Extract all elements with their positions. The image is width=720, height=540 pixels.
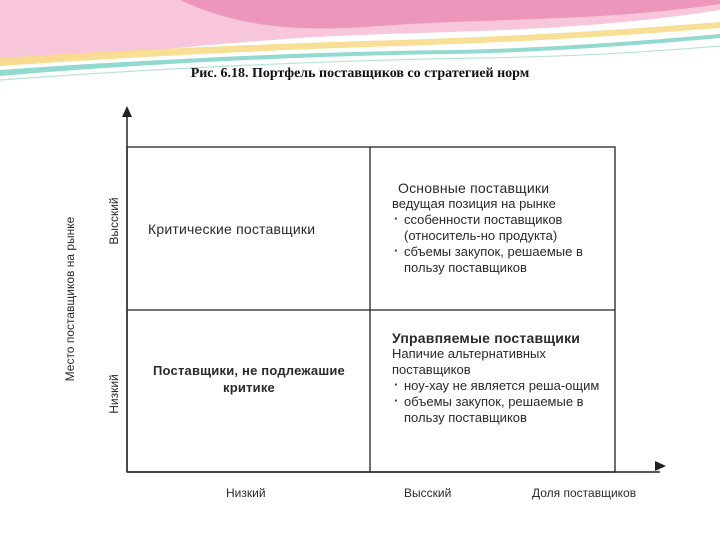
quadrant-main-bullets <box>392 212 614 276</box>
y-axis-high-label: Высский <box>107 197 121 245</box>
figure-title: Рис. 6.18. Портфель поставщиков со стратегией норм <box>190 66 530 81</box>
y-axis-arrow <box>122 106 132 117</box>
list-item: · сбъемы закупок, решаемые в пользу поставщиков <box>392 244 614 276</box>
quadrant-main <box>392 180 614 276</box>
x-axis-low-label: Низкий <box>226 486 266 500</box>
list-item: · ноу-хау не является реша-ощим <box>392 378 614 394</box>
quadrant-managed <box>392 330 614 426</box>
quadrant-main-intro: ведущая позиция на рынке <box>392 196 556 211</box>
x-axis-label: Доля поставщиков <box>532 486 637 500</box>
quadrant-managed-heading: Управпяемые поставщики <box>392 330 581 346</box>
y-axis-label: Место поставщиков на рынке <box>63 216 77 382</box>
quadrant-managed-bullets <box>392 378 614 426</box>
list-item: · ссобенности поставщиков (относитель-но продукта) <box>392 212 614 244</box>
x-axis-arrow <box>655 461 666 471</box>
quadrant-critical-heading: Критические поставщики <box>148 221 316 237</box>
quadrant-uncritical-heading: Поставщики, не подлежашие критике <box>153 363 345 395</box>
quadrant-main-heading: Основные поставщики <box>398 180 550 196</box>
y-axis-low-label: Низкий <box>107 374 121 414</box>
quadrant-managed-intro: Напичие альтернативных поставщиков <box>392 346 546 377</box>
x-axis-high-label: Высский <box>404 486 452 500</box>
list-item: · объемы закупок, решаемые в пользу поставщиков <box>392 394 614 426</box>
